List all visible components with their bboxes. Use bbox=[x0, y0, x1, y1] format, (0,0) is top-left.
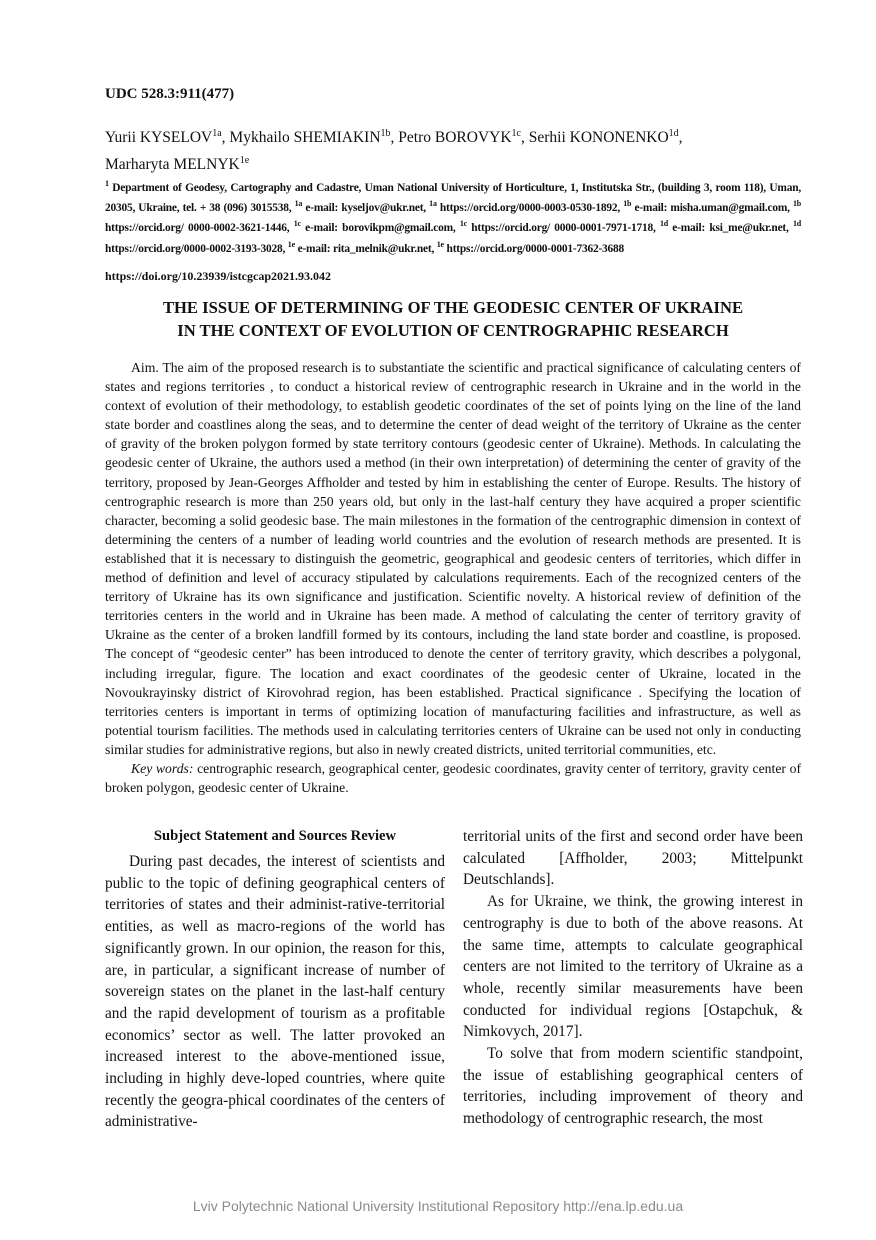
affil-sup: 1c bbox=[293, 219, 301, 229]
affiliation-block bbox=[105, 176, 801, 257]
affil-sup: 1 bbox=[105, 179, 109, 188]
orcid-link[interactable]: https://orcid.org/ 0000-0001-7971-1718, bbox=[466, 222, 660, 235]
affil-sup: 1b bbox=[792, 199, 802, 209]
author-superscript: 1a bbox=[212, 128, 222, 139]
keywords bbox=[105, 759, 801, 797]
doi-link[interactable]: https://doi.org/10.23939/istcgcap2021.93.042 bbox=[105, 269, 332, 283]
body-paragraph: During past decades, the interest of scientists and public to the topic of defining geographical centers of territories of states and their administ-rative-territorial entities, as well as macro-regions of the world has significantly grown. In our opinion, the reason for this, are, in particular, a significant increase of number of sovereign states on the planet in the last-half century and the rapid development of tourism as a profitable economics’ sector as well. The latter provoked an increased interest to the above-mentioned issue, including in highly deve-loped countries, where quite recently the geogra-phical coordinates of the centers of administrative- bbox=[105, 853, 445, 1131]
body-paragraph: To solve that from modern scientific standpoint, the issue of establishing geographical centers of territories, including improvement of theory and methodology of centrographic research, the most bbox=[463, 1045, 803, 1128]
author-separator: , bbox=[521, 129, 529, 147]
affil-sup: 1e bbox=[436, 239, 444, 249]
affil-sup: 1d bbox=[792, 219, 802, 229]
author-separator: , bbox=[221, 129, 230, 147]
affil-sup: 1d bbox=[659, 219, 669, 229]
title-line: THE ISSUE OF DETERMINING OF THE GEODESIC CENTER OF UKRAINE bbox=[162, 298, 744, 317]
orcid-link[interactable]: https://orcid.org/0000-0001-7362-3688 bbox=[443, 242, 625, 255]
paper-title bbox=[105, 296, 801, 342]
repository-footer: Lviv Polytechnic National University Institutional Repository http://ena.lp.edu.ua bbox=[192, 1198, 684, 1214]
author-name: Marharyta MELNYK bbox=[105, 156, 240, 174]
section-heading: Subject Statement and Sources Review bbox=[153, 828, 397, 844]
keywords-text: centrographic research, geographical center, geodesic coordinates, gravity center of territory, gravity center of broken polygon, geodesic center of Ukraine. bbox=[105, 760, 801, 796]
title-line: IN THE CONTEXT OF EVOLUTION OF CENTROGRAPHIC RESEARCH bbox=[177, 321, 729, 340]
orcid-link[interactable]: https://orcid.org/0000-0003-0530-1892, bbox=[436, 202, 624, 214]
author-superscript: 1e bbox=[239, 155, 250, 167]
author-name: Serhii KONONENKO bbox=[528, 129, 669, 147]
keywords-label: Key words: bbox=[131, 760, 194, 776]
affil-sup: 1b bbox=[623, 199, 632, 209]
body-paragraph: territorial units of the first and second order have been calculated [Affholder, 2003; Mittelpunkt Deutschlands]. bbox=[463, 828, 803, 889]
affil-sup: 1c bbox=[459, 219, 467, 229]
email-link[interactable]: e-mail: kyseljov@ukr.net, bbox=[302, 202, 430, 214]
body-paragraph: As for Ukraine, we think, the growing interest in centrography is due to both of the above reasons. At the same time, attempts to calculate geographical centers are not limited to the territory of Ukraine as a whole, recently similar measurements have been conducted for individual regions [Ostapchuk, & Nimkovych, 2017]. bbox=[463, 893, 803, 1041]
author-name: Mykhailo SHEMIAKIN bbox=[229, 129, 381, 147]
email-link[interactable]: e-mail: ksi_me@ukr.net, bbox=[668, 222, 793, 235]
author-superscript: 1d bbox=[668, 128, 679, 139]
left-column bbox=[105, 826, 445, 1133]
author-superscript: 1c bbox=[511, 128, 521, 139]
affil-text: Department of Geodesy, Cartography and Cadastre, Uman National University of Horticulture, 1, Institutska Str., (building 3, room 118), Uman, 20305, Ukraine, tel. + 38 (096) 3015538, bbox=[105, 181, 801, 214]
right-column bbox=[463, 826, 803, 1130]
udc-code: UDC 528.3:911(477) bbox=[105, 86, 235, 102]
orcid-link[interactable]: https://orcid.org/0000-0002-3193-3028, bbox=[105, 242, 288, 255]
abstract-text: Aim. The aim of the proposed research is to substantiate the scientific and practical significance of calculating centers of states and regions territories , to conduct a historical review of centrographic research in Ukraine and in the world in the context of evolution of their methodology, to establish geodetic coordinates of the set of points lying on the line of the land state border and coastlines along the seas, and to determine the center of dead weight of the territory of Ukraine as the center of gravity of the broken polygon formed by state territory contours (geodesic center of Ukraine). Methods. In calculating the geodesic center of Ukraine, the authors used a method (in their own interpretation) of determining the center of gravity of the territory, proposed by Jean-Georges Affholder and tested by him in establishing the center of Europe. Results. The history of centrographic research is more than 250 years old, but only in the last-half century they have acquired a proper scientific character, becoming a solid geodesic base. The main milestones in the formation of the centrographic dimension in context of determining the centers of a number of leading world countries and the evolution of research methods are presented. It is established that it is necessary to distinguish the geometric, geographical and geodesic centers of territories, which differ in method of definition and level of accuracy stipulated by calculations requirements. Each of the recognized centers of the territory of Ukraine has its own significance and justification. Scientific novelty. A historical review of definition of the territories centers in the world and in Ukraine has been made. A method of calculating the center of territory gravity of Ukraine as the center of a broken landfill formed by its contours, including the land state border and coastline, is proposed. The concept of “geodesic center” has been introduced to denote the center of territory gravity, which describes a polygonal, including irregular, figure. The location and exact coordinates of the geodesic center of Ukraine, located in the Novoukrayinsky district of Kirovohrad region, has been established. Practical significance . Specifying the location of territories centers is important in terms of optimizing location of manufacturing facilities and infrastructure, as well as potential tourism facilities. The methods used in calculating territories centers of Ukraine can be used not only in conducting similar studies for administrative regions, but also in newly created districts, united territorial communities, etc. bbox=[105, 360, 801, 757]
author-list bbox=[105, 122, 805, 176]
author-name: Yurii KYSELOV bbox=[105, 129, 213, 147]
author-separator: , bbox=[678, 129, 683, 147]
orcid-link[interactable]: https://orcid.org/ 0000-0002-3621-1446, bbox=[105, 222, 294, 235]
affil-sup: 1a bbox=[429, 199, 437, 209]
email-link[interactable]: e-mail: borovikpm@gmail.com, bbox=[300, 222, 460, 235]
affil-sup: 1a bbox=[294, 199, 303, 209]
affil-sup: 1e bbox=[287, 239, 295, 249]
author-separator: , bbox=[390, 129, 399, 147]
email-link[interactable]: e-mail: misha.uman@gmail.com, bbox=[631, 202, 793, 214]
email-link[interactable]: e-mail: rita_melnik@ukr.net, bbox=[294, 242, 437, 255]
author-name: Petro BOROVYK bbox=[398, 129, 512, 147]
author-superscript: 1b bbox=[380, 128, 391, 139]
abstract bbox=[105, 358, 801, 797]
